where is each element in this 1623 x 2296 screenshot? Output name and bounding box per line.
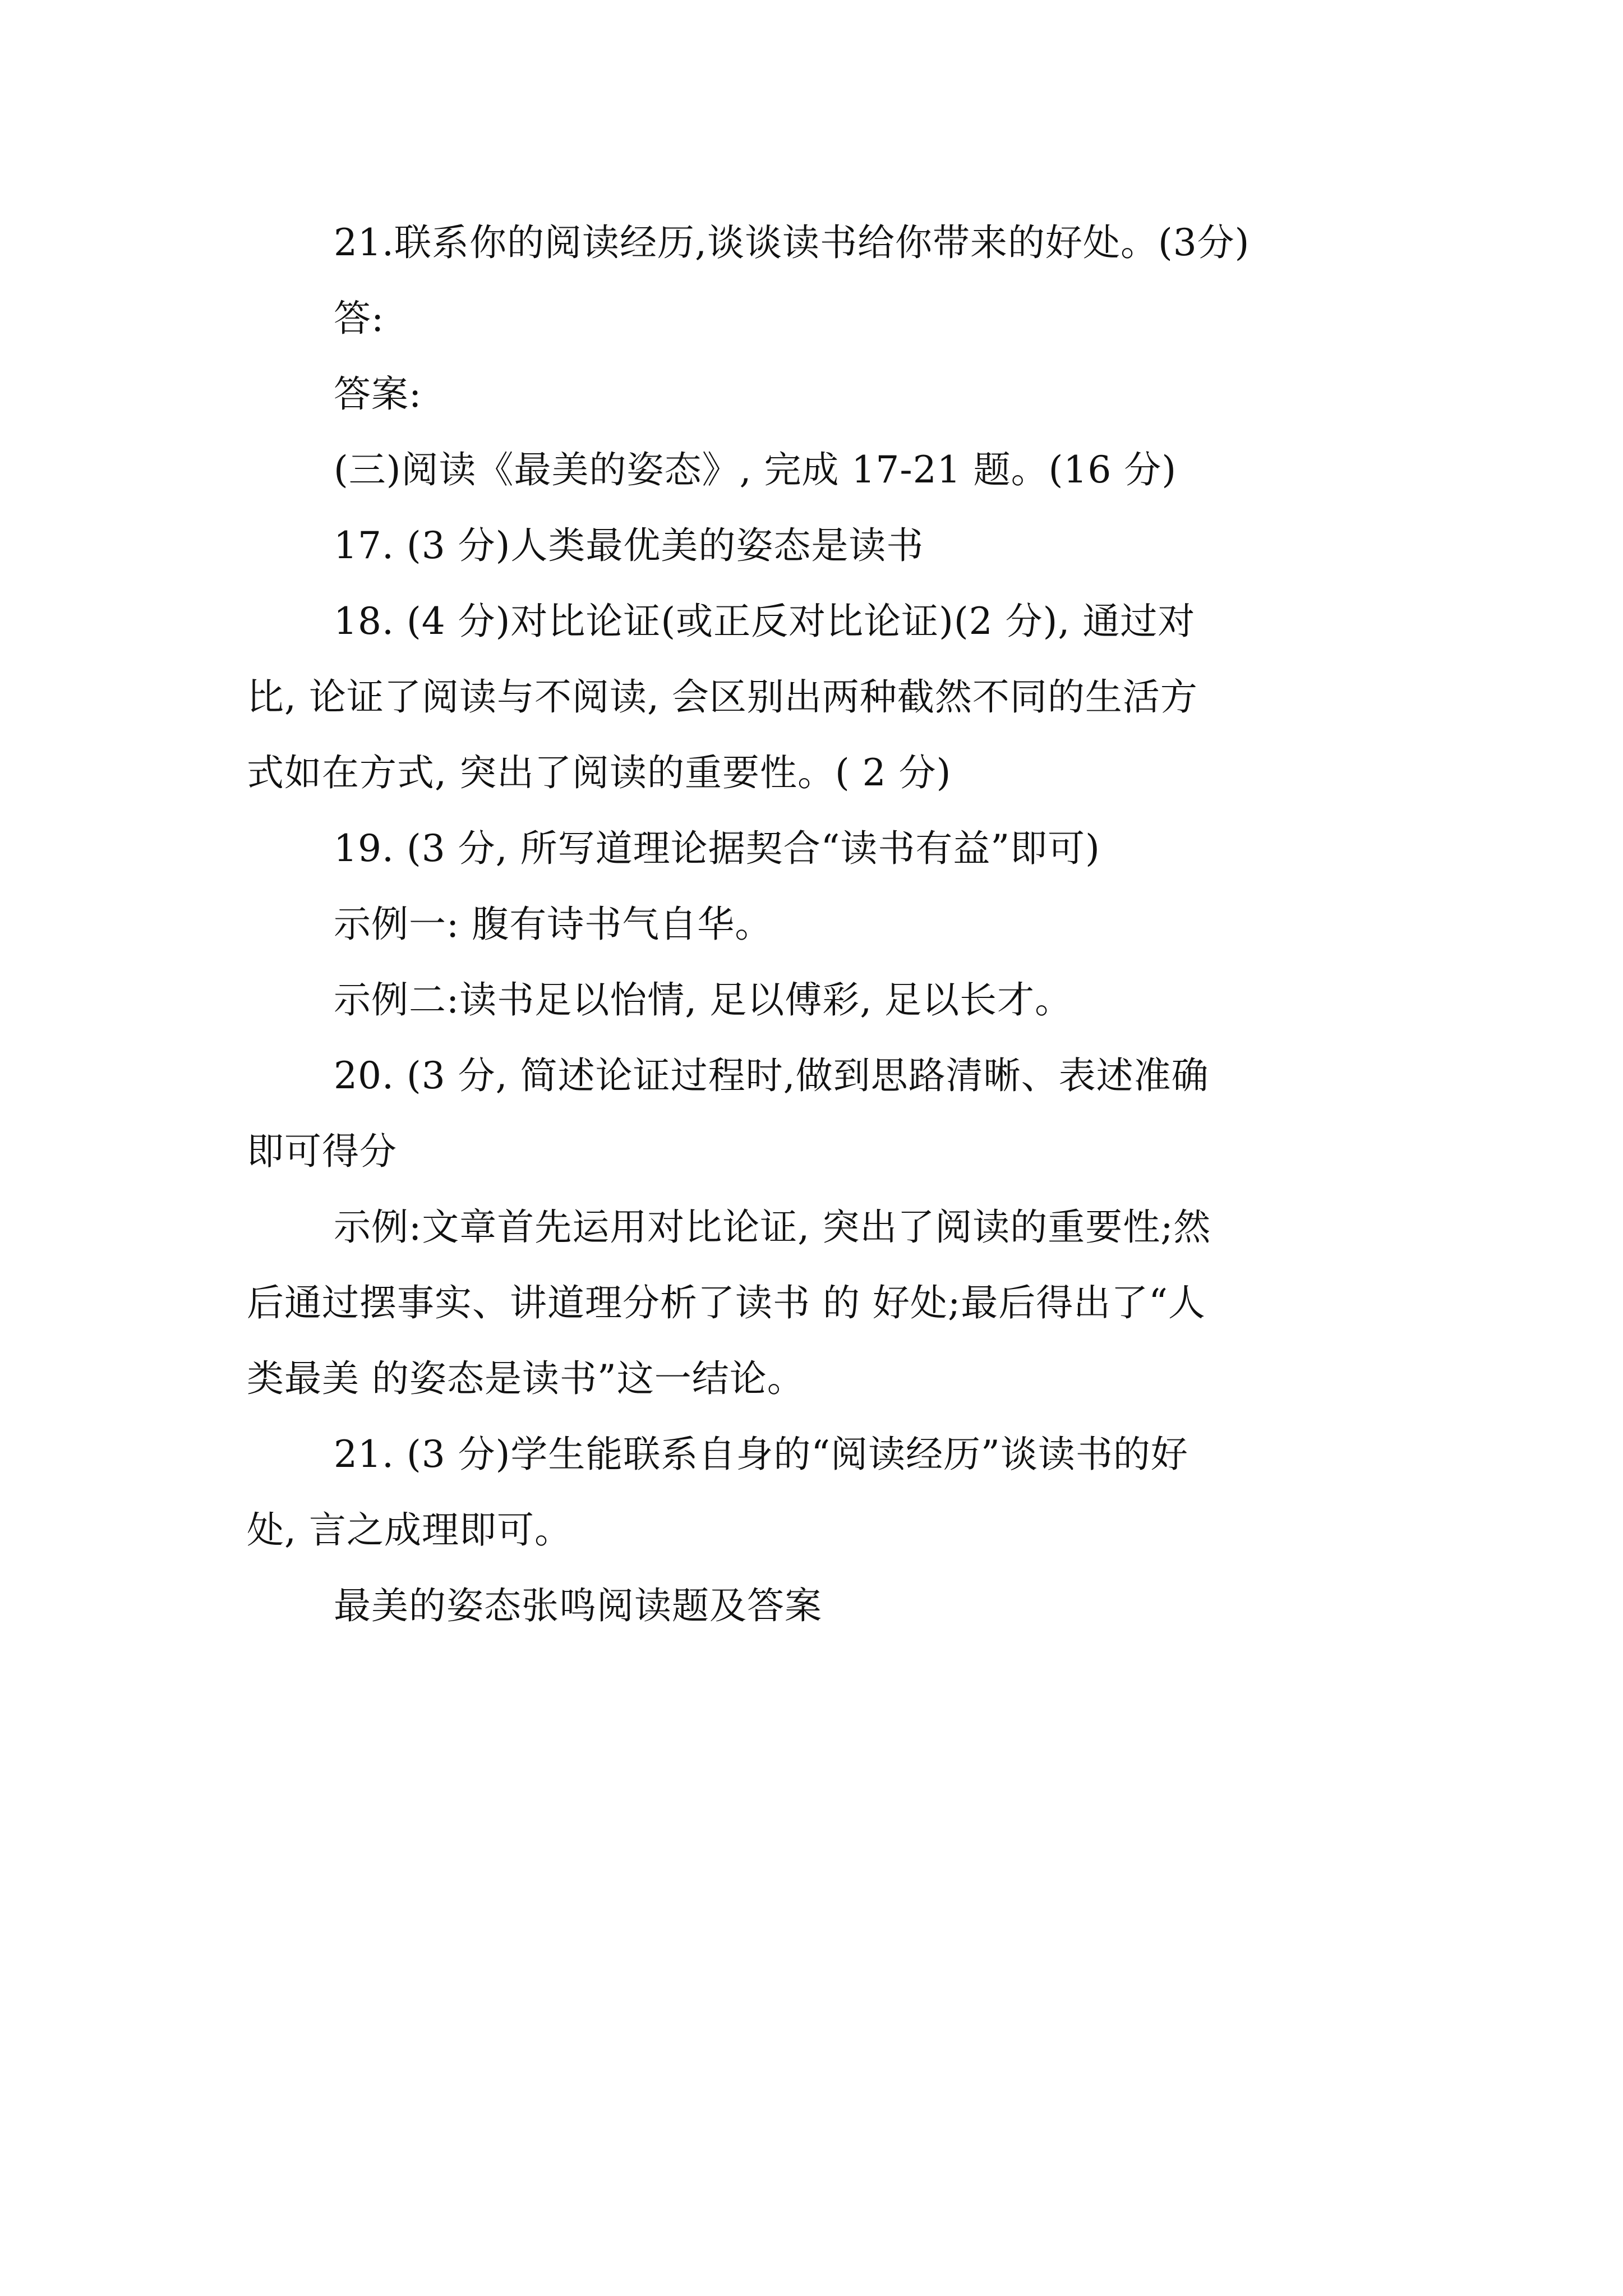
answer-17: 17. (3 分)人类最优美的姿态是读书 (334, 524, 924, 567)
answer-18-line-1: 18. (4 分)对比论证(或正反对比论证)(2 分), 通过对 (334, 600, 1196, 643)
answer-prompt: 答: (334, 297, 385, 340)
answer-20-example-line-3: 类最美 的姿态是读书”这一结论。 (247, 1357, 805, 1400)
answer-20-example-line-1: 示例:文章首先运用对比论证, 突出了阅读的重要性;然 (334, 1205, 1211, 1249)
answer-19: 19. (3 分, 所写道理论据契合“读书有益”即可) (334, 827, 1100, 870)
answer-18-line-3: 式如在方式, 突出了阅读的重要性。( 2 分) (247, 751, 952, 794)
answer-21-line-2: 处, 言之成理即可。 (247, 1508, 572, 1552)
answer-19-example-2: 示例二:读书足以怡情, 足以傅彩, 足以长才。 (334, 978, 1073, 1022)
answer-21-line-1: 21. (3 分)学生能联系自身的“阅读经历”谈读书的好 (334, 1433, 1188, 1476)
answer-18-line-2: 比, 论证了阅读与不阅读, 会区别出两种截然不同的生活方 (247, 675, 1198, 719)
answer-19-example-1: 示例一: 腹有诗书气自华。 (334, 903, 773, 946)
answer-20-line-2: 即可得分 (247, 1130, 397, 1173)
section-heading: (三)阅读《最美的姿态》, 完成 17-21 题。(16 分) (334, 448, 1177, 491)
question-21: 21.联系你的阅读经历,谈谈读书给你带来的好处。(3分) (334, 221, 1250, 264)
answers-heading: 答案: (334, 372, 422, 416)
answer-20-line-1: 20. (3 分, 简述论证过程时,做到思路清晰、表述准确 (334, 1054, 1209, 1097)
answer-20-example-line-2: 后通过摆事实、讲道理分析了读书 的 好处;最后得出了“人 (247, 1281, 1206, 1324)
document-footer-title: 最美的姿态张鸣阅读题及答案 (334, 1584, 822, 1627)
